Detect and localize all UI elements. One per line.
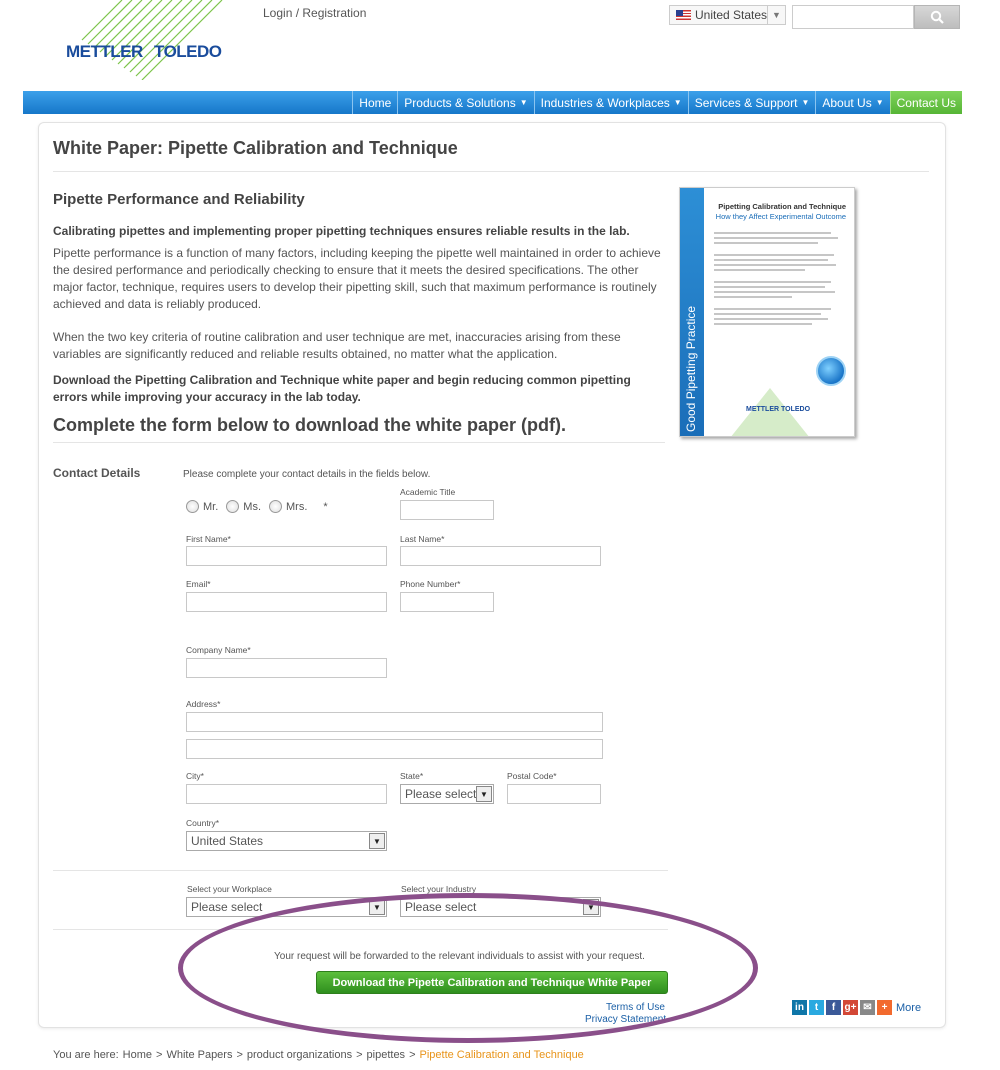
chevron-down-icon: ▼ bbox=[519, 98, 528, 107]
nav-industries-label: Industries & Workplaces bbox=[540, 95, 670, 110]
login-registration-link[interactable]: Login / Registration bbox=[263, 6, 367, 20]
email-label: Email* bbox=[186, 579, 211, 589]
form-intro: Please complete your contact details in the fields below. bbox=[183, 469, 431, 480]
last-name-label: Last Name* bbox=[400, 534, 445, 544]
radio-ms-label: Ms. bbox=[243, 500, 262, 513]
divider bbox=[53, 442, 665, 443]
divider bbox=[53, 870, 668, 871]
search-button[interactable] bbox=[914, 5, 960, 29]
breadcrumb-pipettes[interactable]: pipettes bbox=[366, 1049, 406, 1061]
address-field-line2[interactable] bbox=[186, 739, 603, 759]
paragraph-criteria: When the two key criteria of routine calibration and user technique are met, inaccuracies arising from these variables are significantly reduced and reliable results obtained, no matter what the application. bbox=[53, 330, 621, 361]
logo-text-left: METTLER bbox=[66, 42, 143, 61]
logo-graphic bbox=[62, 0, 232, 80]
chevron-down-icon: ▼ bbox=[767, 6, 785, 24]
nav-industries-workplaces[interactable] bbox=[534, 91, 688, 114]
postal-code-label: Postal Code* bbox=[507, 771, 557, 781]
cover-title: Pipetting Calibration and Technique bbox=[718, 202, 846, 211]
paragraph-download: Download the Pipetting Calibration and Technique white paper and begin reducing common pipetting errors while improving your accuracy in the lab today. bbox=[53, 373, 631, 404]
linkedin-icon[interactable]: in bbox=[792, 1000, 807, 1015]
industry-select-value: Please select bbox=[405, 900, 477, 914]
last-name-field[interactable] bbox=[400, 546, 601, 566]
nav-services-label: Services & Support bbox=[694, 95, 798, 110]
logo-text bbox=[66, 42, 222, 62]
googleplus-icon[interactable]: g+ bbox=[844, 1002, 857, 1013]
address-field-line1[interactable] bbox=[186, 712, 603, 732]
breadcrumb-current: Pipette Calibration and Technique bbox=[419, 1049, 584, 1061]
chevron-down-icon: ▼ bbox=[583, 899, 599, 915]
plus-icon[interactable]: + bbox=[877, 1000, 892, 1015]
country-selector[interactable] bbox=[669, 5, 786, 25]
logo-text-right: TOLEDO bbox=[154, 42, 222, 61]
nav-about-label: About Us bbox=[822, 95, 872, 110]
country-selector-label: United States bbox=[695, 8, 768, 22]
breadcrumb bbox=[53, 1049, 588, 1061]
workplace-label: Select your Workplace bbox=[187, 884, 272, 894]
nav-contact-us[interactable] bbox=[890, 91, 962, 114]
cover-text-lines bbox=[714, 232, 844, 328]
chevron-down-icon: ▼ bbox=[875, 98, 884, 107]
breadcrumb-separator: > bbox=[156, 1049, 163, 1061]
radio-mr[interactable] bbox=[186, 500, 199, 513]
breadcrumb-separator: > bbox=[409, 1049, 416, 1061]
social-share-bar bbox=[792, 1000, 921, 1015]
form-heading: Complete the form below to download the white paper (pdf). bbox=[53, 415, 566, 435]
address-label: Address* bbox=[186, 699, 221, 709]
section-heading: Pipette Performance and Reliability bbox=[53, 191, 305, 208]
download-white-paper-button[interactable]: Download the Pipette Calibration and Technique White Paper bbox=[316, 971, 668, 994]
first-name-label: First Name* bbox=[186, 534, 231, 544]
logo[interactable] bbox=[62, 0, 232, 80]
chevron-down-icon: ▼ bbox=[476, 786, 492, 802]
radio-mrs-label: Mrs. bbox=[286, 500, 308, 513]
academic-title-field[interactable] bbox=[400, 500, 494, 520]
facebook-icon[interactable]: f bbox=[826, 1000, 841, 1015]
breadcrumb-product-organizations[interactable]: product organizations bbox=[246, 1049, 353, 1061]
search-input[interactable] bbox=[792, 5, 914, 29]
phone-field[interactable] bbox=[400, 592, 494, 612]
globe-icon bbox=[816, 356, 846, 386]
divider bbox=[53, 929, 668, 930]
required-mark: * bbox=[323, 500, 328, 513]
white-paper-cover-image bbox=[679, 187, 855, 437]
radio-ms[interactable] bbox=[226, 500, 239, 513]
company-label: Company Name* bbox=[186, 645, 251, 655]
nav-home-label: Home bbox=[359, 95, 392, 110]
nav-services-support[interactable] bbox=[688, 91, 816, 114]
academic-title-label: Academic Title bbox=[400, 487, 456, 497]
industry-select[interactable] bbox=[400, 897, 601, 917]
state-select-value: Please select bbox=[405, 787, 477, 801]
privacy-statement-link[interactable]: Privacy Statement bbox=[585, 1014, 667, 1025]
salutation-group bbox=[186, 500, 328, 513]
nav-home[interactable] bbox=[352, 91, 397, 114]
workplace-select-value: Please select bbox=[191, 900, 263, 914]
industry-label: Select your Industry bbox=[401, 884, 477, 894]
country-label: Country* bbox=[186, 818, 220, 828]
chevron-down-icon: ▼ bbox=[673, 98, 682, 107]
contact-details-label: Contact Details bbox=[53, 466, 141, 480]
main-nav bbox=[23, 91, 962, 114]
company-field[interactable] bbox=[186, 658, 387, 678]
breadcrumb-white-papers[interactable]: White Papers bbox=[166, 1049, 233, 1061]
first-name-field[interactable] bbox=[186, 546, 387, 566]
cover-vertical-text: Good Pipetting Practice bbox=[684, 305, 698, 432]
breadcrumb-prefix: You are here: bbox=[53, 1049, 119, 1061]
page-title: White Paper: Pipette Calibration and Technique bbox=[53, 138, 458, 158]
nav-products-label: Products & Solutions bbox=[404, 95, 516, 110]
radio-mrs[interactable] bbox=[269, 500, 282, 513]
chevron-down-icon: ▼ bbox=[369, 899, 385, 915]
chevron-down-icon: ▼ bbox=[369, 833, 385, 849]
postal-code-field[interactable] bbox=[507, 784, 601, 804]
search-icon bbox=[930, 10, 944, 24]
us-flag-icon bbox=[676, 10, 691, 20]
forward-notice: Your request will be forwarded to the relevant individuals to assist with your request. bbox=[274, 951, 645, 962]
country-select-value: United States bbox=[191, 834, 264, 848]
city-field[interactable] bbox=[186, 784, 387, 804]
nav-contact-label: Contact Us bbox=[896, 95, 956, 110]
cover-brand: METTLER TOLEDO bbox=[746, 406, 811, 413]
twitter-icon[interactable]: t bbox=[809, 1000, 824, 1015]
paragraph-performance: Pipette performance is a function of many factors, including keeping the pipette well maintained in order to achieve the desired performance and periodically checking to ensure that it meets the desired specifications. The other major factor, technique, requires users to develop their pipetting skill, such that maximum performance is routinely achieved and data is reliably produced. bbox=[53, 246, 661, 311]
lead-text: Calibrating pipettes and implementing proper pipetting techniques ensures reliable results in the lab. bbox=[53, 224, 630, 238]
state-label: State* bbox=[400, 771, 424, 781]
email-icon[interactable]: ✉ bbox=[860, 1000, 875, 1015]
workplace-select[interactable] bbox=[186, 897, 387, 917]
phone-label: Phone Number* bbox=[400, 579, 461, 589]
divider bbox=[53, 171, 929, 172]
nav-products-solutions[interactable] bbox=[397, 91, 533, 114]
breadcrumb-home[interactable]: Home bbox=[122, 1049, 152, 1061]
state-select[interactable] bbox=[400, 784, 494, 804]
radio-mr-label: Mr. bbox=[203, 500, 219, 513]
nav-about-us[interactable] bbox=[815, 91, 889, 114]
breadcrumb-separator: > bbox=[236, 1049, 243, 1061]
more-share-link[interactable]: More bbox=[896, 1001, 922, 1014]
breadcrumb-separator: > bbox=[356, 1049, 363, 1061]
terms-of-use-link[interactable]: Terms of Use bbox=[606, 1002, 665, 1013]
email-field[interactable] bbox=[186, 592, 387, 612]
city-label: City* bbox=[186, 771, 204, 781]
chevron-down-icon: ▼ bbox=[801, 98, 810, 107]
cover-subtitle: How they Affect Experimental Outcome bbox=[715, 212, 846, 221]
country-select[interactable] bbox=[186, 831, 387, 851]
